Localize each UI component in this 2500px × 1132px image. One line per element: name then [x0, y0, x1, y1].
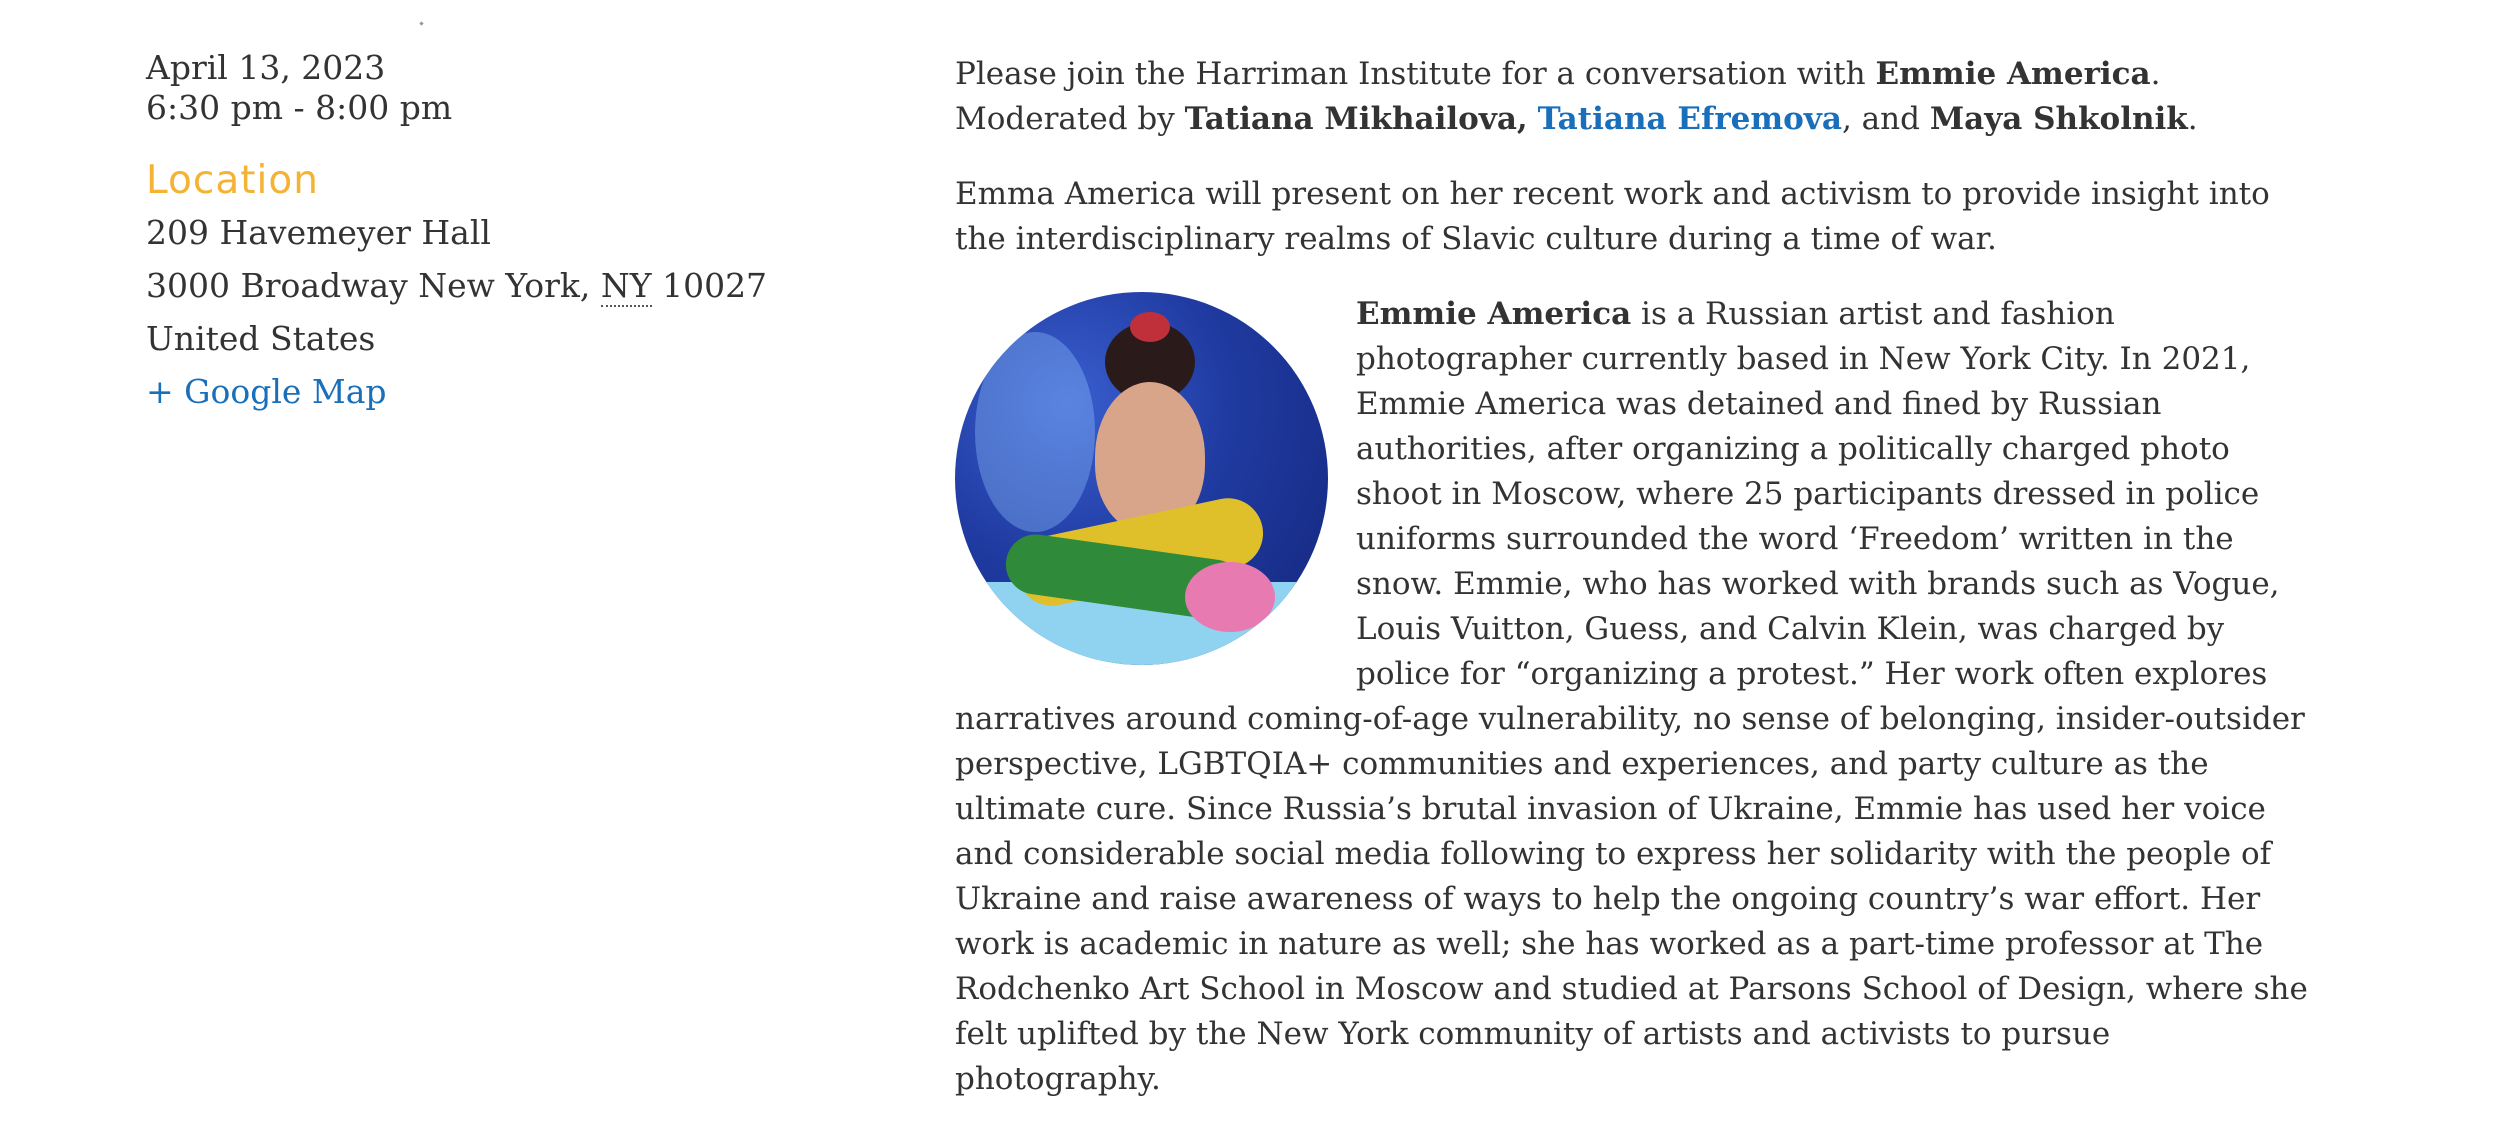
- moderated-by-text: . Moderated by: [955, 56, 2161, 137]
- venue-name: 209 Havemeyer Hall: [146, 213, 491, 252]
- stray-mark: [419, 21, 423, 25]
- intro-period: .: [2187, 101, 2198, 137]
- event-date: April 13, 2023: [146, 48, 386, 87]
- street-address: [146, 259, 826, 365]
- and-text: , and: [1841, 101, 1930, 137]
- intro-lead: Please join the Harriman Institute for a conversation with: [955, 56, 1876, 92]
- event-details-sidebar: [146, 48, 846, 418]
- speaker-portrait-image: [955, 292, 1328, 665]
- state-abbr: NY: [600, 266, 652, 305]
- bio-section: [955, 292, 2315, 1132]
- speaker-name: Emmie America: [1875, 56, 2151, 92]
- bio-text: is a Russian artist and fashion photographer currently based in New York City. In 2021, Emmie America was detained and fined by Russian authorities, after organizing a politically charged photo shoot in Moscow, where 25 participants dressed in police uniforms surrounded the word ‘Freedom’ written in the snow. Emmie, who has worked with brands such as Vogue, Louis Vuitton, Guess, and Calvin Klein, was charged by police for “organizing a protest.” Her work often explores narratives around coming-of-age vulnerability, no sense of belonging, insider-outsider perspective, LGBTQIA+ communities and experiences, and party culture as the ultimate cure. Since Russia’s brutal invasion of Ukraine, Emmie has used her voice and considerable social media following to express her solidarity with the people of Ukraine and raise awareness of ways to help the ongoing country’s war effort. Her work is academic in nature as well; she has worked as a part-time professor at The Rodchenko Art School in Moscow and studied at Parsons School of Design, where she felt uplifted by the New York community of artists and activists to pursue photography.: [955, 296, 2308, 1097]
- summary-paragraph: Emma America will present on her recent work and activism to provide insight into the interdisciplinary realms of Slavic culture during a time of war.: [955, 176, 2270, 257]
- intro-paragraph: [955, 52, 2315, 142]
- event-description: [955, 52, 2315, 1132]
- event-time: 6:30 pm - 8:00 pm: [146, 88, 453, 127]
- zip-country: 10027 United States: [146, 266, 768, 358]
- bio-name: Emmie America: [1356, 296, 1632, 332]
- google-map-link[interactable]: + Google Map: [146, 372, 387, 411]
- moderator-3: Maya Shkolnik: [1929, 101, 2188, 137]
- location-heading: Location: [146, 158, 319, 203]
- street: 3000 Broadway New York,: [146, 266, 591, 305]
- moderator-1: Tatiana Mikhailova,: [1184, 101, 1528, 137]
- moderator-2-link[interactable]: Tatiana Efremova: [1537, 101, 1842, 137]
